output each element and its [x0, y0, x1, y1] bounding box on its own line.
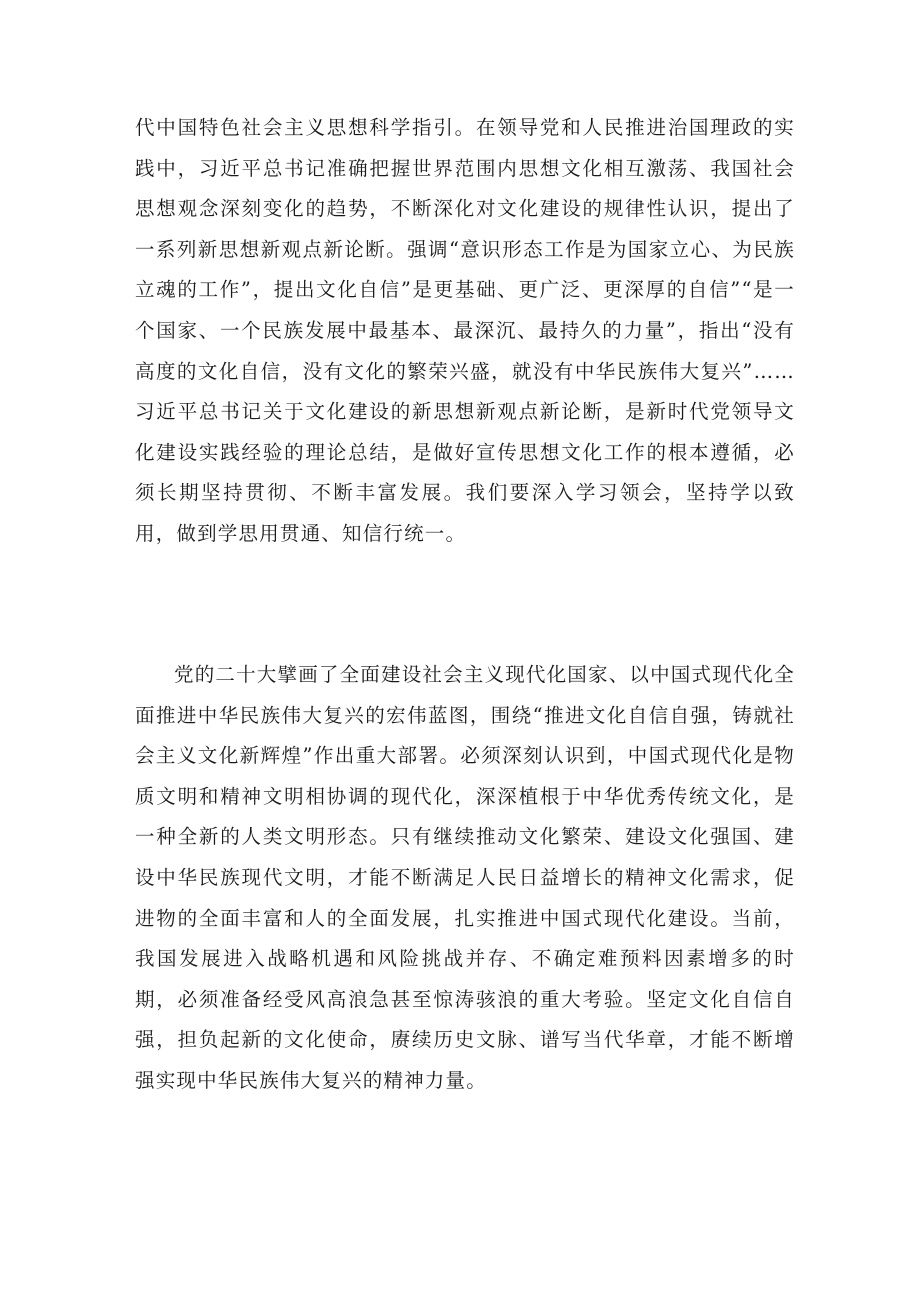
body-paragraph-1: 代中国特色社会主义思想科学指引。在领导党和人民推进治国理政的实践中，习近平总书记准确把握世界范围内思想文化相互激荡、我国社会思想观念深刻变化的趋势，不断深化对文化建设的规律性认识，提出了一系列新思想新观点新论断。强调“意识形态工作是为国家立心、为民族立魂的工作”，提出文化自信”是更基础、更广泛、更深厚的自信”“是一个国家、一个民族发展中最基本、最深沉、最持久的力量”，指出“没有高度的文化自信，没有文化的繁荣兴盛，就没有中华民族伟大复兴”……习近平总书记关于文化建设的新思想新观点新论断，是新时代党领导文化建设实践经验的理论总结，是做好宣传思想文化工作的根本遵循，必须长期坚持贯彻、不断丰富发展。我们要深入学习领会，坚持学以致用，做到学思用贯通、知信行统一。	[135, 116, 795, 545]
body-paragraph-2: 党的二十大擘画了全面建设社会主义现代化国家、以中国式现代化全面推进中华民族伟大复兴的宏伟蓝图，围绕“推进文化自信自强，铸就社会主义文化新辉煌”作出重大部署。必须深刻认识到，中国式现代化是物质文明和精神文明相协调的现代化，深深植根于中华优秀传统文化，是一种全新的人类文明形态。只有继续推动文化繁荣、建设文化强国、建设中华民族现代文明，才能不断满足人民日益增长的精神文化需求，促进物的全面丰富和人的全面发展，扎实推进中国式现代化建设。当前，我国发展进入战略机遇和风险挑战并存、不确定难预料因素增多的时期，必须准备经受风高浪急甚至惊涛骇浪的重大考验。坚定文化自信自强，担负起新的文化使命，赓续历史文脉、谱写当代华章，才能不断增强实现中华民族伟大复兴的精神力量。	[135, 663, 796, 1092]
